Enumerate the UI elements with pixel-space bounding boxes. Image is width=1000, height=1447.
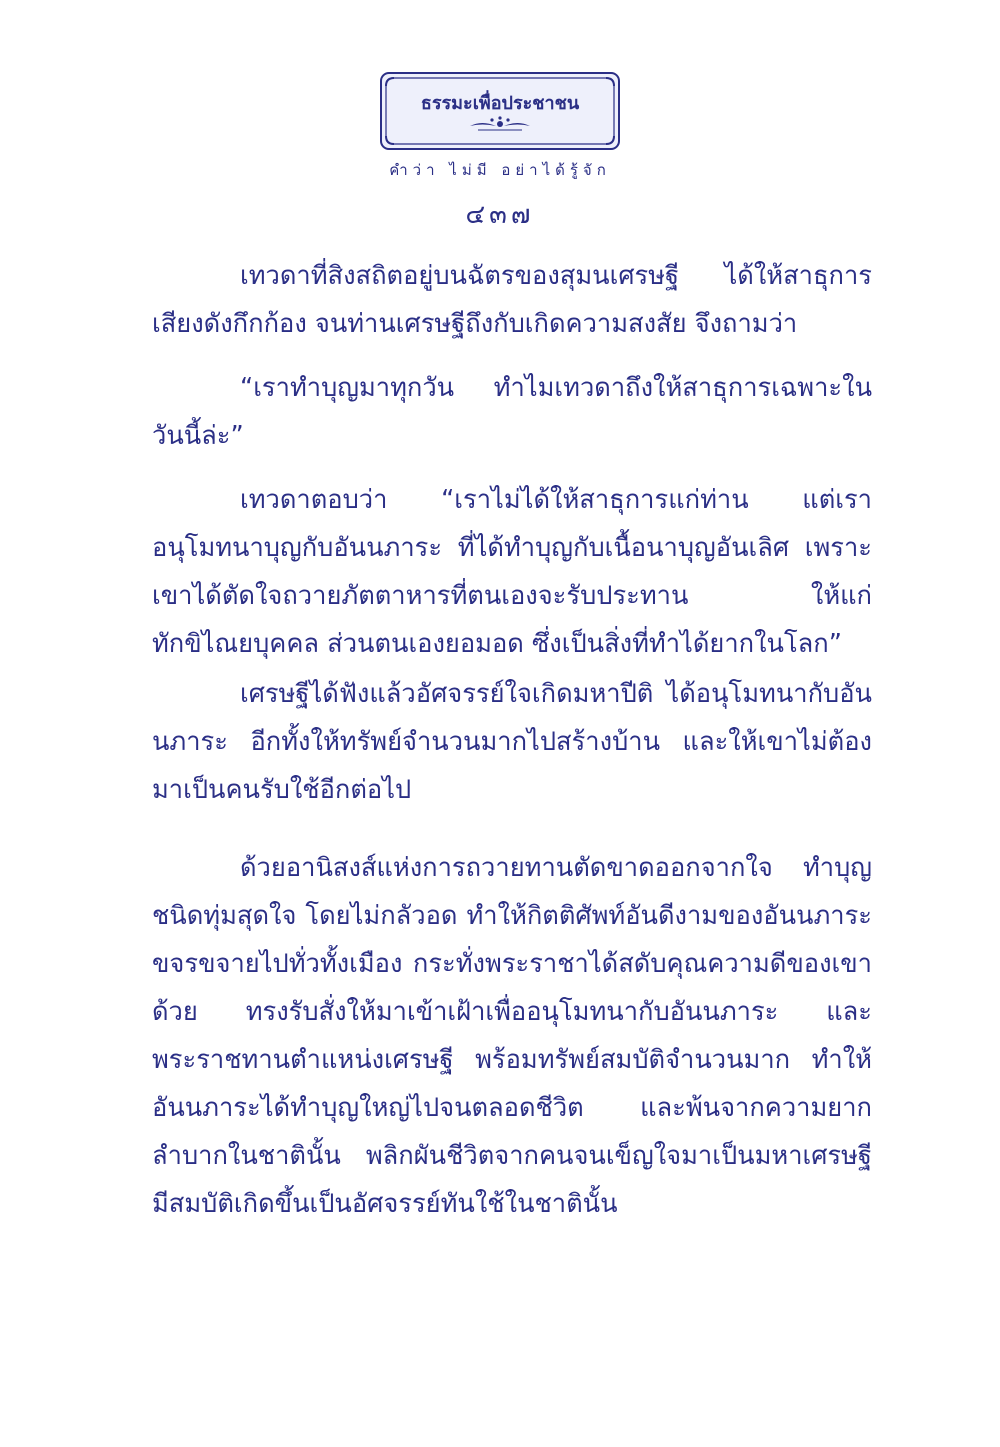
paragraph: “เราทำบุญมาทุกวัน ทำไมเทวดาถึงให้สาธุการเฉพาะในวันนี้ล่ะ” (152, 373, 872, 451)
logo-title: ธรรมะเพื่อประชาชน (420, 93, 580, 114)
paragraph: เทวดาตอบว่า “เราไม่ได้ให้สาธุการแก่ท่าน แต่เราอนุโมทนาบุญกับอันนภาระ ที่ได้ทำบุญกับเนื้อนาบุญอันเลิศ เพราะเขาได้ตัดใจถวายภัตตาหารที่ตนเองจะรับประทาน ให้แก่ทักขิไณยบุคคล ส่วนตนเองยอมอด ซึ่งเป็นสิ่งที่ทำได้ยากในโลก” (152, 485, 872, 659)
page-header (0, 70, 1000, 235)
book-logo (378, 70, 622, 152)
paragraph: ด้วยอานิสงส์แห่งการถวายทานตัดขาดออกจากใจ ทำบุญชนิดทุ่มสุดใจ โดยไม่กลัวอด ทำให้กิตติศัพท์อันดีงามของอันนภาระขจรขจายไปทั่วทั้งเมือง กระทั่งพระราชาได้สดับคุณความดีของเขาด้วย ทรงรับสั่งให้มาเข้าเฝ้าเพื่ออนุโมทนากับอันนภาระ และพระราชทานตำแหน่งเศรษฐี พร้อมทรัพย์สมบัติจำนวนมาก ทำให้อันนภาระได้ทำบุญใหญ่ไปจนตลอดชีวิต และพ้นจากความยากลำบากในชาตินั้น พลิกผันชีวิตจากคนจนเข็ญใจมาเป็นมหาเศรษฐี มีสมบัติเกิดขึ้นเป็นอัศจรรย์ทันใช้ในชาตินั้น (152, 853, 872, 1219)
paragraph: เทวดาที่สิงสถิตอยู่บนฉัตรของสุมนเศรษฐี ได้ให้สาธุการเสียงดังกึกก้อง จนท่านเศรษฐีถึงกับเกิดความสงสัย จึงถามว่า (152, 261, 872, 339)
page-number: ๔๓๗ (465, 200, 535, 230)
paragraph: เศรษฐีได้ฟังแล้วอัศจรรย์ใจเกิดมหาปีติ ได้อนุโมทนากับอันนภาระ อีกทั้งให้ทรัพย์จำนวนมากไปสร้างบ้าน และให้เขาไม่ต้องมาเป็นคนรับใช้อีกต่อไป (152, 679, 872, 805)
chapter-subtitle: คำว่า ไม่มี อย่าได้รู้จัก (389, 161, 611, 179)
body-text (152, 252, 872, 1244)
